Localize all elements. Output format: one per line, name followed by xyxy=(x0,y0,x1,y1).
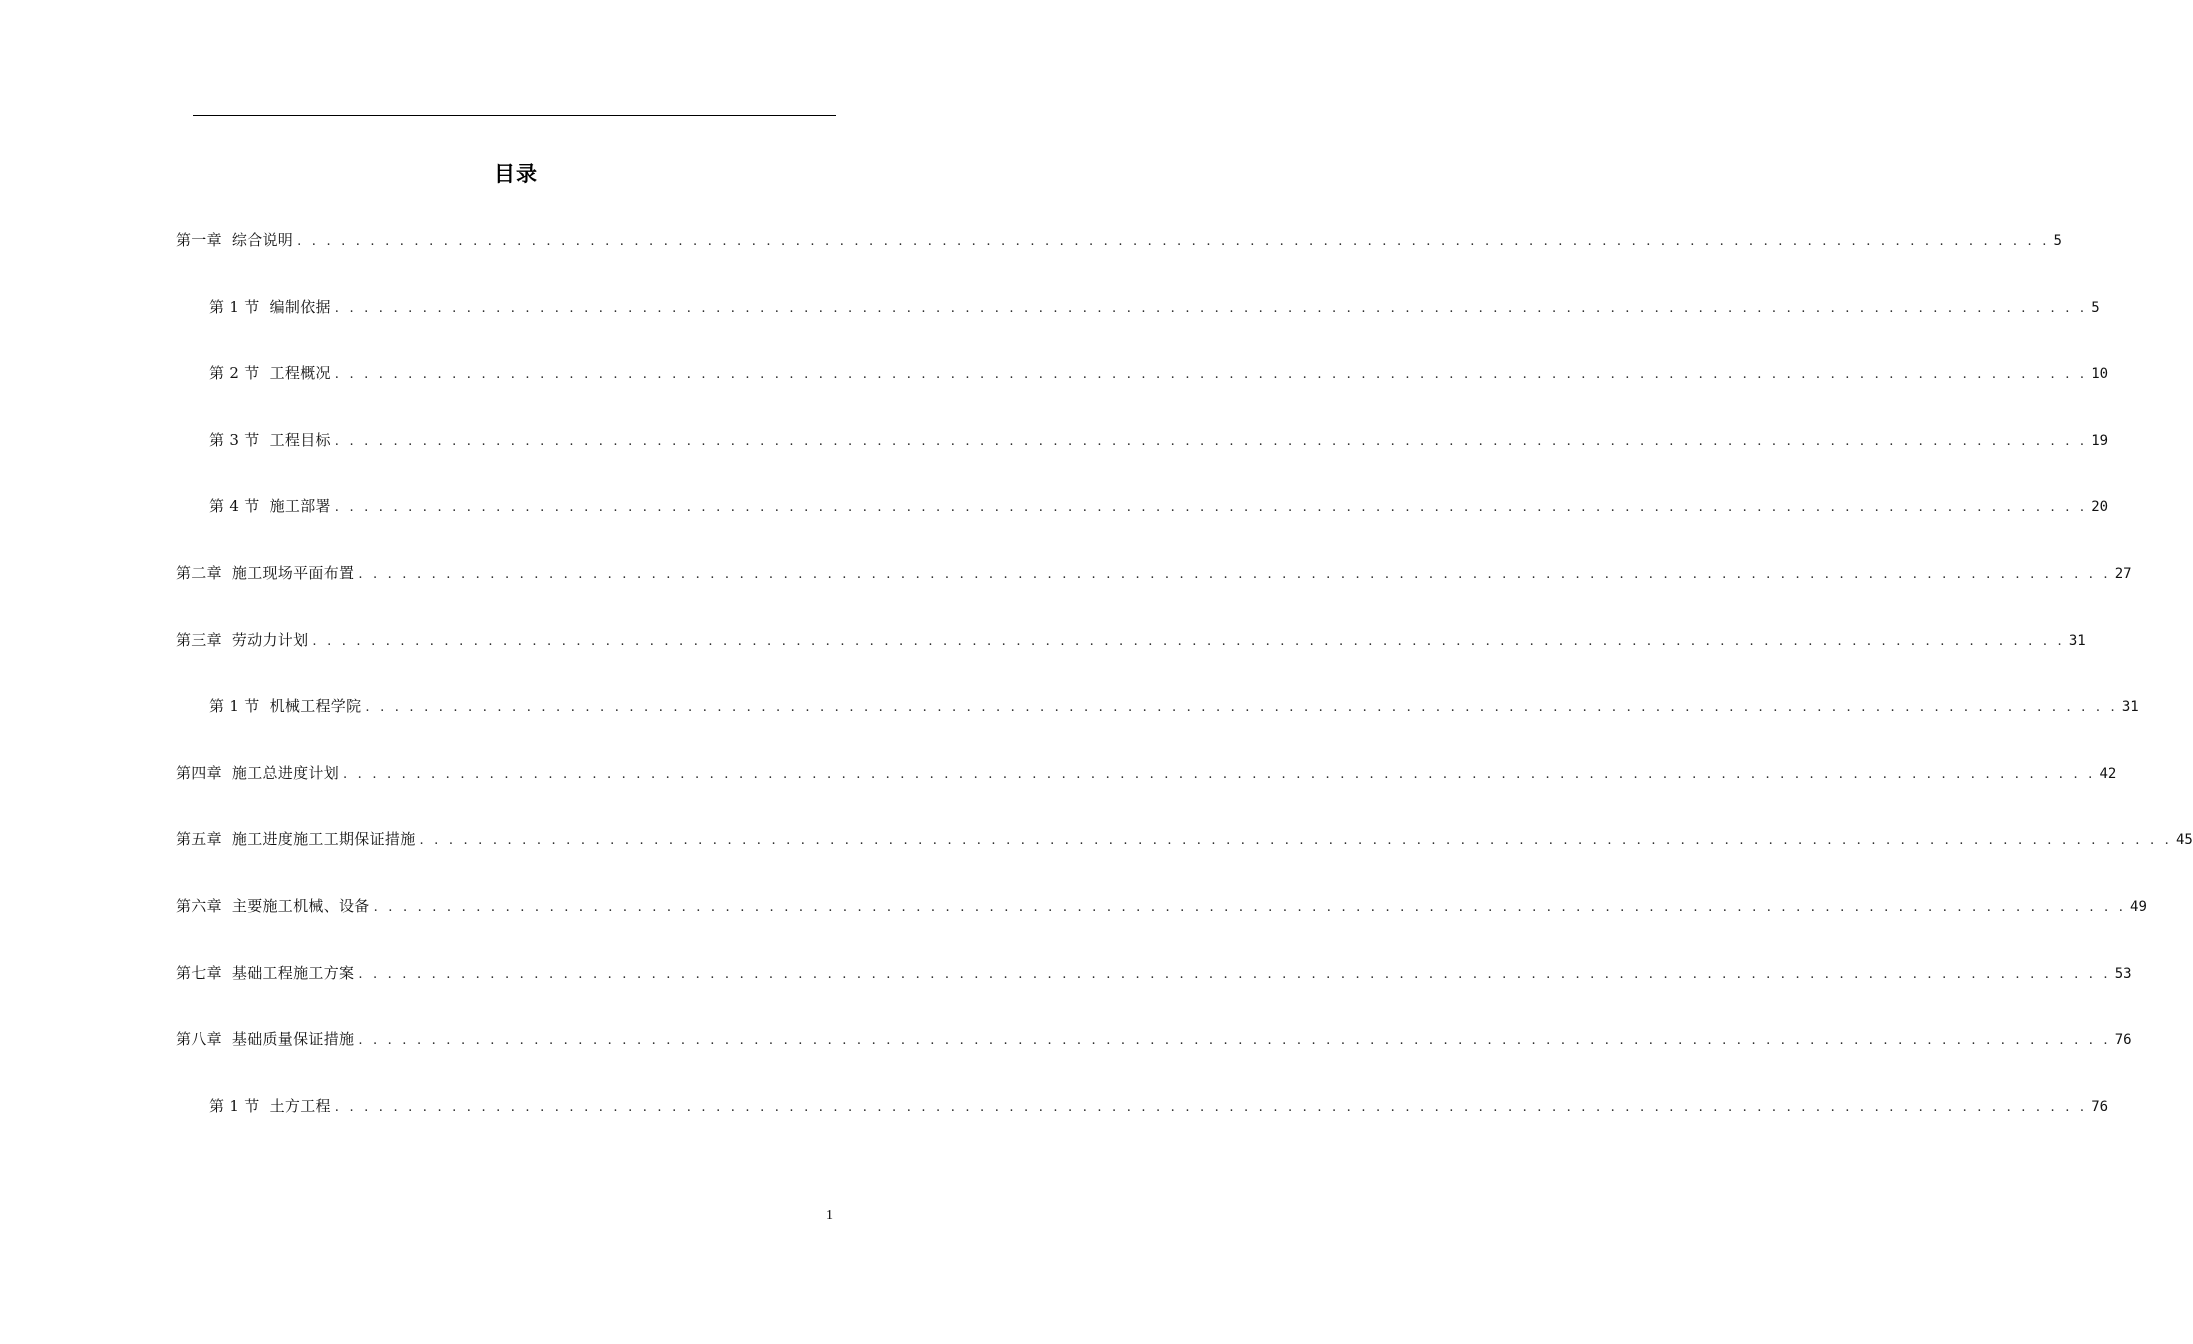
toc-section-entry[interactable] xyxy=(209,495,2109,517)
toc-entry-page: 45 xyxy=(2175,832,2193,848)
toc-entry-page: 27 xyxy=(2114,566,2132,582)
toc-dot-leader: . . . . . . . . . . . . . . . . . . . . . . . . . . . . . . . . . . . . . . . . . . . . . . . . . . . . . . . . . . . . . . . . . . . . . . . . . . . . . . . . . . . . . . . . . . . . . . . . . . . . . . . . . . . . . . . . . . . . . . . . xyxy=(365,700,2118,715)
toc-chapter-entry[interactable] xyxy=(176,828,2193,850)
toc-entry-page: 42 xyxy=(2099,766,2117,782)
toc-entry-title: 施工部署 xyxy=(269,497,331,515)
toc-chapter-entry[interactable] xyxy=(176,229,2062,251)
toc-entry-label xyxy=(209,695,361,717)
toc-entry-page: 5 xyxy=(2091,300,2100,316)
toc-entry-title: 综合说明 xyxy=(231,231,294,249)
toc-dot-leader: . . . . . . . . . . . . . . . . . . . . . . . . . . . . . . . . . . . . . . . . . . . . . . . . . . . . . . . . . . . . . . . . . . . . . . . . . . . . . . . . . . . . . . . . . . . . . . . . . . . . . . . . . . . . . . . . . . . . . . . . xyxy=(343,767,2096,782)
toc-entry-label xyxy=(176,762,339,784)
toc-entry-page: 53 xyxy=(2114,966,2132,982)
toc-chapter-entry[interactable] xyxy=(176,895,2147,917)
toc-entry-title: 劳动力计划 xyxy=(231,631,309,649)
toc-entry-label xyxy=(176,1028,354,1050)
toc-entry-page: 20 xyxy=(2091,499,2109,515)
toc-entry-label xyxy=(176,895,370,917)
toc-dot-leader: . . . . . . . . . . . . . . . . . . . . . . . . . . . . . . . . . . . . . . . . . . . . . . . . . . . . . . . . . . . . . . . . . . . . . . . . . . . . . . . . . . . . . . . . . . . . . . . . . . . . . . . . . . . . . . . . . . . . . . . . xyxy=(358,1033,2111,1048)
toc-chapter-entry[interactable] xyxy=(176,629,2086,651)
toc-chapter-entry[interactable] xyxy=(176,762,2117,784)
toc-entry-number: 第 2 节 xyxy=(209,364,260,382)
toc-entry-number: 第七章 xyxy=(176,964,222,982)
toc-section-entry[interactable] xyxy=(209,296,2100,318)
toc-dot-leader: . . . . . . . . . . . . . . . . . . . . . . . . . . . . . . . . . . . . . . . . . . . . . . . . . . . . . . . . . . . . . . . . . . . . . . . . . . . . . . . . . . . . . . . . . . . . . . . . . . . . . . . . . . . . . . . . . . . . . . . . xyxy=(334,500,2088,515)
toc-entry-number: 第 3 节 xyxy=(209,431,260,449)
toc-entry-label xyxy=(209,1095,331,1117)
toc-entry-page: 49 xyxy=(2130,899,2147,915)
toc-entry-title: 施工总进度计划 xyxy=(231,764,340,782)
toc-section-entry[interactable] xyxy=(209,695,2139,717)
toc-entry-label xyxy=(176,629,308,651)
page-number: 1 xyxy=(826,1208,833,1223)
toc-dot-leader: . . . . . . . . . . . . . . . . . . . . . . . . . . . . . . . . . . . . . . . . . . . . . . . . . . . . . . . . . . . . . . . . . . . . . . . . . . . . . . . . . . . . . . . . . . . . . . . . . . . . . . . . . . . . . . . . . . . . . . . . xyxy=(334,367,2088,382)
toc-entry-page: 5 xyxy=(2053,233,2062,249)
toc-entry-title: 主要施工机械、设备 xyxy=(231,897,370,915)
toc-entry-page: 10 xyxy=(2091,366,2109,382)
toc-entry-page: 31 xyxy=(2068,633,2086,649)
toc-dot-leader: . . . . . . . . . . . . . . . . . . . . . . . . . . . . . . . . . . . . . . . . . . . . . . . . . . . . . . . . . . . . . . . . . . . . . . . . . . . . . . . . . . . . . . . . . . . . . . . . . . . . . . . . . . . . . . . . . . . . . . . . xyxy=(334,1100,2088,1115)
toc-entry-number: 第一章 xyxy=(176,231,222,249)
toc-dot-leader: . . . . . . . . . . . . . . . . . . . . . . . . . . . . . . . . . . . . . . . . . . . . . . . . . . . . . . . . . . . . . . . . . . . . . . . . . . . . . . . . . . . . . . . . . . . . . . . . . . . . . . . . . . . . . . . . . . . . . . . . xyxy=(358,567,2111,582)
toc-entry-label xyxy=(209,495,331,517)
toc-entry-number: 第 1 节 xyxy=(209,697,260,715)
toc-entry-number: 第四章 xyxy=(176,764,222,782)
toc-dot-leader: . . . . . . . . . . . . . . . . . . . . . . . . . . . . . . . . . . . . . . . . . . . . . . . . . . . . . . . . . . . . . . . . . . . . . . . . . . . . . . . . . . . . . . . . . . . . . . . . . . . . . . . . . . . . . . . . . . . . . . . . xyxy=(297,234,2050,249)
toc-entry-label xyxy=(209,296,331,318)
toc-entry-number: 第二章 xyxy=(176,564,222,582)
toc-entry-number: 第 1 节 xyxy=(209,298,260,316)
toc-chapter-entry[interactable] xyxy=(176,962,2132,984)
toc-entry-title: 编制依据 xyxy=(269,298,331,316)
toc-entry-number: 第三章 xyxy=(176,631,222,649)
toc-dot-leader: . . . . . . . . . . . . . . . . . . . . . . . . . . . . . . . . . . . . . . . . . . . . . . . . . . . . . . . . . . . . . . . . . . . . . . . . . . . . . . . . . . . . . . . . . . . . . . . . . . . . . . . . . . . . . . . . . . . . . . . . xyxy=(373,900,2127,915)
toc-entry-page: 31 xyxy=(2121,699,2139,715)
toc-entry-page: 19 xyxy=(2091,433,2109,449)
toc-entry-title: 基础质量保证措施 xyxy=(231,1030,355,1048)
toc-entry-page: 76 xyxy=(2114,1032,2132,1048)
toc-dot-leader: . . . . . . . . . . . . . . . . . . . . . . . . . . . . . . . . . . . . . . . . . . . . . . . . . . . . . . . . . . . . . . . . . . . . . . . . . . . . . . . . . . . . . . . . . . . . . . . . . . . . . . . . . . . . . . . . . . . . . . . . xyxy=(334,434,2088,449)
toc-entry-number: 第八章 xyxy=(176,1030,222,1048)
toc-entry-number: 第五章 xyxy=(176,830,222,848)
toc-entry-title: 工程目标 xyxy=(269,431,331,449)
toc-chapter-entry[interactable] xyxy=(176,562,2132,584)
toc-entry-title: 施工进度施工工期保证措施 xyxy=(231,830,416,848)
toc-entry-label xyxy=(176,562,354,584)
toc-entry-title: 机械工程学院 xyxy=(269,697,362,715)
toc-entry-title: 工程概况 xyxy=(269,364,331,382)
toc-dot-leader: . . . . . . . . . . . . . . . . . . . . . . . . . . . . . . . . . . . . . . . . . . . . . . . . . . . . . . . . . . . . . . . . . . . . . . . . . . . . . . . . . . . . . . . . . . . . . . . . . . . . . . . . . . . . . . . . . . . . . . . . xyxy=(358,967,2111,982)
toc-entry-label xyxy=(209,362,331,384)
toc-title: 目录 xyxy=(494,162,538,186)
toc-section-entry[interactable] xyxy=(209,429,2109,451)
toc-entry-number: 第 1 节 xyxy=(209,1097,260,1115)
toc-entry-page: 76 xyxy=(2091,1099,2109,1115)
toc-entry-title: 土方工程 xyxy=(269,1097,331,1115)
toc-dot-leader: . . . . . . . . . . . . . . . . . . . . . . . . . . . . . . . . . . . . . . . . . . . . . . . . . . . . . . . . . . . . . . . . . . . . . . . . . . . . . . . . . . . . . . . . . . . . . . . . . . . . . . . . . . . . . . . . . . . . . . . . xyxy=(419,833,2172,848)
toc-entry-title: 施工现场平面布置 xyxy=(231,564,355,582)
toc-entry-title: 基础工程施工方案 xyxy=(231,964,355,982)
toc-entry-number: 第 4 节 xyxy=(209,497,260,515)
toc-dot-leader: . . . . . . . . . . . . . . . . . . . . . . . . . . . . . . . . . . . . . . . . . . . . . . . . . . . . . . . . . . . . . . . . . . . . . . . . . . . . . . . . . . . . . . . . . . . . . . . . . . . . . . . . . . . . . . . . . . . . . . . . xyxy=(334,301,2088,316)
toc-chapter-entry[interactable] xyxy=(176,1028,2132,1050)
toc-entry-number: 第六章 xyxy=(176,897,222,915)
toc-entry-label xyxy=(176,229,293,251)
toc-section-entry[interactable] xyxy=(209,362,2109,384)
toc-dot-leader: . . . . . . . . . . . . . . . . . . . . . . . . . . . . . . . . . . . . . . . . . . . . . . . . . . . . . . . . . . . . . . . . . . . . . . . . . . . . . . . . . . . . . . . . . . . . . . . . . . . . . . . . . . . . . . . . . . . . . . . . xyxy=(312,634,2065,649)
toc-entry-label xyxy=(209,429,331,451)
toc-entry-label xyxy=(176,828,416,850)
toc-section-entry[interactable] xyxy=(209,1095,2109,1117)
toc-entry-label xyxy=(176,962,354,984)
